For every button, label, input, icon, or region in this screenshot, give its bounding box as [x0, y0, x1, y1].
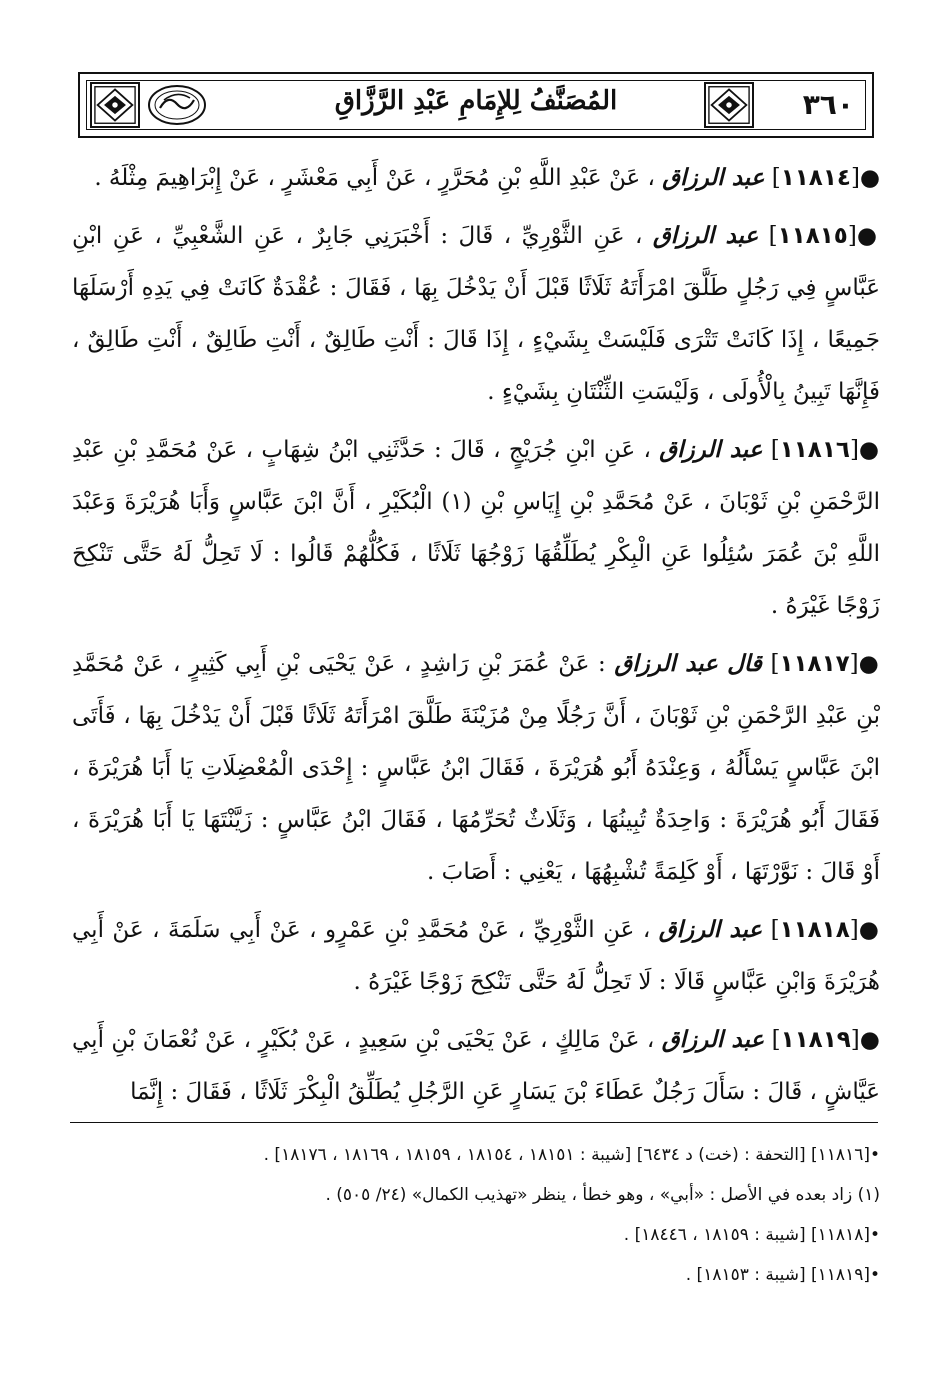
footnote-divider — [70, 1122, 878, 1123]
ornament-icon — [704, 82, 754, 128]
bullet-icon: ● — [859, 164, 880, 191]
footnote-reference: •[١١٨١٦] [التحفة : (خت) د ٦٤٣٤] [شيبة : ١٨١٥١ ، ١٨١٥٤ ، ١٨١٥٩ ، ١٨١٦٩ ، ١٨١٧٦] . — [263, 1145, 880, 1165]
entry-number: ١١٨١٥ — [777, 223, 848, 249]
footnote-reference: (١) زاد بعده في الأصل : «أبي» ، وهو خطأ ، ينظر «تهذيب الكمال» (٢٤/ ٥٠٥) . — [325, 1185, 880, 1205]
entry-source: عبد الرزاق — [659, 436, 763, 463]
bullet-icon: ● — [858, 916, 880, 943]
footnote-reference: •[١١٨١٨] [شيبة : ١٨١٥٩ ، ١٨٤٤٦] . — [623, 1225, 880, 1245]
entry-source: عبد الرزاق — [652, 222, 759, 249]
hadith-entry: ●[١١٨١٤] عبد الرزاق ، عَنْ عَبْدِ اللَّهِ بْنِ مُحَرَّرٍ ، عَنْ أَبِي مَعْشَرٍ ، عَنْ إِبْرَاهِيمَ مِثْلَهُ . — [94, 164, 880, 191]
entry-text: ، عَنْ مَالِكٍ ، عَنْ يَحْيَى بْنِ سَعِيدٍ ، عَنْ بُكَيْرٍ ، عَنْ نُعْمَانَ بْنِ أَبِي عَيَّاشٍ ، قَالَ : سَأَلَ رَجُلٌ عَطَاءَ بْنَ يَسَارٍ عَنِ الرَّجُلِ يُطَلِّقُ الْبِكْرَ ثَلَاثًا ، فَقَالَ : إِنَّمَا — [72, 1027, 880, 1105]
hadith-entry: ●[١١٨١٧] قال عبد الرزاق : عَنْ عُمَرَ بْنِ رَاشِدٍ ، عَنْ يَحْيَى بْنِ أَبِي كَثِيرٍ ، عَنْ مُحَمَّدِ بْنِ عَبْدِ الرَّحْمَنِ بْنِ ثَوْبَانَ ، أَنَّ رَجُلًا مِنْ مُزَيْنَةَ طَلَّقَ امْرَأَتَهُ ثَلَاثًا قَبْلَ أَنْ يَدْخُلَ بِهَا ، فَأَتَى ابْنَ عَبَّاسٍ يَسْأَلُهُ ، وَعِنْدَهُ أَبُو هُرَيْرَةَ ، فَقَالَ ابْنُ عَبَّاسٍ : إِحْدَى الْمُعْضِلَاتِ يَا أَبَا هُرَيْرَةَ ، فَقَالَ أَبُو هُرَيْرَةَ : وَاحِدَةٌ تُبِينُهَا ، وَثَلَاثٌ تُحَرِّمُهَا ، فَقَالَ ابْنُ عَبَّاسٍ : زَيَّنْتَهَا يَا أَبَا هُرَيْرَةَ ، أَوْ قَالَ : نَوَّرْتَهَا ، أَوْ كَلِمَةً تُشْبِهُهَا ، يَعْنِي : أَصَابَ . — [72, 650, 880, 885]
entry-source: قال عبد الرزاق — [614, 650, 762, 677]
entry-number: ١١٨١٨ — [779, 917, 850, 943]
entry-text: ، عَنِ الثَّوْرِيِّ ، قَالَ : أَخْبَرَنِي جَابِرٌ ، عَنِ الشَّعْبِيِّ ، عَنِ ابْنِ عَبَّاسٍ فِي رَجُلٍ طَلَّقَ امْرَأَتَهُ ثَلَاثًا قَبْلَ أَنْ يَدْخُلَ بِهَا ، فَقَالَ : عُقْدَةٌ كَانَتْ فِي يَدِهِ أَرْسَلَهَا جَمِيعًا ، إِذَا كَانَتْ تَتْرَى فَلَيْسَتْ بِشَيْءٍ ، إِذَا قَالَ : أَنْتِ طَالِقٌ ، أَنْتِ طَالِقٌ ، أَنْتِ طَالِقٌ ، فَإِنَّهَا تَبِينُ بِالْأُولَى ، وَلَيْسَتِ الثِّنْتَانِ بِشَيْءٍ . — [72, 223, 880, 405]
entry-number: ١١٨١٤ — [780, 165, 851, 191]
bullet-icon: ● — [856, 222, 881, 249]
bullet-icon: ● — [858, 650, 880, 677]
entry-text: ، عَنْ عَبْدِ اللَّهِ بْنِ مُحَرَّرٍ ، عَنْ أَبِي مَعْشَرٍ ، عَنْ إِبْرَاهِيمَ مِثْلَهُ . — [94, 165, 655, 191]
hadith-entry: ●[١١٨١٦] عبد الرزاق ، عَنِ ابْنِ جُرَيْجٍ ، قَالَ : حَدَّثَنِي ابْنُ شِهَابٍ ، عَنْ مُحَمَّدِ بْنِ عَبْدِ الرَّحْمَنِ بْنِ ثَوْبَانَ ، عَنْ مُحَمَّدِ بْنِ إِيَاسِ بْنِ (١) الْبُكَيْرِ ، أَنَّ ابْنَ عَبَّاسٍ وَأَبَا هُرَيْرَةَ وَعَبْدَ اللَّهِ بْنَ عُمَرَ سُئِلُوا عَنِ الْبِكْرِ يُطَلِّقُهَا زَوْجُهَا ثَلَاثًا ، فَكُلُّهُمْ قَالُوا : لَا تَحِلُّ لَهُ حَتَّى تَنْكِحَ زَوْجًا غَيْرَهُ . — [72, 436, 880, 619]
entry-number: ١١٨١٧ — [779, 651, 850, 677]
entry-text: ، عَنِ الثَّوْرِيِّ ، عَنْ مُحَمَّدِ بْنِ عَمْرٍو ، عَنْ أَبِي سَلَمَةَ ، عَنْ أَبِي هُرَيْرَةَ وَابْنِ عَبَّاسٍ قَالَا : لَا تَحِلُّ لَهُ حَتَّى تَنْكِحَ زَوْجًا غَيْرَهُ . — [72, 917, 880, 995]
entry-text: : عَنْ عُمَرَ بْنِ رَاشِدٍ ، عَنْ يَحْيَى بْنِ أَبِي كَثِيرٍ ، عَنْ مُحَمَّدِ بْنِ عَبْدِ الرَّحْمَنِ بْنِ ثَوْبَانَ ، أَنَّ رَجُلًا مِنْ مُزَيْنَةَ طَلَّقَ امْرَأَتَهُ ثَلَاثًا قَبْلَ أَنْ يَدْخُلَ بِهَا ، فَأَتَى ابْنَ عَبَّاسٍ يَسْأَلُهُ ، وَعِنْدَهُ أَبُو هُرَيْرَةَ ، فَقَالَ ابْنُ عَبَّاسٍ : إِحْدَى الْمُعْضِلَاتِ يَا أَبَا هُرَيْرَةَ ، فَقَالَ أَبُو هُرَيْرَةَ : وَاحِدَةٌ تُبِينُهَا ، وَثَلَاثٌ تُحَرِّمُهَا ، فَقَالَ ابْنُ عَبَّاسٍ : زَيَّنْتَهَا يَا أَبَا هُرَيْرَةَ ، أَوْ قَالَ : نَوَّرْتَهَا ، أَوْ كَلِمَةً تُشْبِهُهَا ، يَعْنِي : أَصَابَ . — [72, 651, 880, 885]
entry-source: عبد الرزاق — [662, 164, 765, 191]
entry-source: عبد الرزاق — [658, 916, 763, 943]
running-header — [78, 72, 874, 138]
hadith-entry: ●[١١٨١٨] عبد الرزاق ، عَنِ الثَّوْرِيِّ ، عَنْ مُحَمَّدِ بْنِ عَمْرٍو ، عَنْ أَبِي سَلَمَةَ ، عَنْ أَبِي هُرَيْرَةَ وَابْنِ عَبَّاسٍ قَالَا : لَا تَحِلُّ لَهُ حَتَّى تَنْكِحَ زَوْجًا غَيْرَهُ . — [72, 916, 880, 995]
hadith-entry: ●[١١٨١٥] عبد الرزاق ، عَنِ الثَّوْرِيِّ ، قَالَ : أَخْبَرَنِي جَابِرٌ ، عَنِ الشَّعْبِيِّ ، عَنِ ابْنِ عَبَّاسٍ فِي رَجُلٍ طَلَّقَ امْرَأَتَهُ ثَلَاثًا قَبْلَ أَنْ يَدْخُلَ بِهَا ، فَقَالَ : عُقْدَةٌ كَانَتْ فِي يَدِهِ أَرْسَلَهَا جَمِيعًا ، إِذَا كَانَتْ تَتْرَى فَلَيْسَتْ بِشَيْءٍ ، إِذَا قَالَ : أَنْتِ طَالِقٌ ، أَنْتِ طَالِقٌ ، أَنْتِ طَالِقٌ ، فَإِنَّهَا تَبِينُ بِالْأُولَى ، وَلَيْسَتِ الثِّنْتَانِ بِشَيْءٍ . — [72, 222, 881, 405]
entry-number: ١١٨١٩ — [780, 1027, 851, 1053]
main-text — [72, 152, 880, 1124]
footnote-reference: •[١١٨١٩] [شيبة : ١٨١٥٣] . — [685, 1265, 880, 1285]
header-title: المُصَنَّفُ لِلإِمَامِ عَبْدِ الرَّزَّاقِ — [334, 86, 618, 116]
hadith-entry: ●[١١٨١٩] عبد الرزاق ، عَنْ مَالِكٍ ، عَنْ يَحْيَى بْنِ سَعِيدٍ ، عَنْ بُكَيْرٍ ، عَنْ نُعْمَانَ بْنِ أَبِي عَيَّاشٍ ، قَالَ : سَأَلَ رَجُلٌ عَطَاءَ بْنَ يَسَارٍ عَنِ الرَّجُلِ يُطَلِّقُ الْبِكْرَ ثَلَاثًا ، فَقَالَ : إِنَّمَا — [72, 1026, 880, 1105]
footnotes — [72, 1138, 880, 1298]
bullet-icon: ● — [858, 436, 880, 463]
entry-number: ١١٨١٦ — [779, 437, 850, 463]
entry-text: ، عَنِ ابْنِ جُرَيْجٍ ، قَالَ : حَدَّثَنِي ابْنُ شِهَابٍ ، عَنْ مُحَمَّدِ بْنِ عَبْدِ الرَّحْمَنِ بْنِ ثَوْبَانَ ، عَنْ مُحَمَّدِ بْنِ إِيَاسِ بْنِ (١) الْبُكَيْرِ ، أَنَّ ابْنَ عَبَّاسٍ وَأَبَا هُرَيْرَةَ وَعَبْدَ اللَّهِ بْنَ عُمَرَ سُئِلُوا عَنِ الْبِكْرِ يُطَلِّقُهَا زَوْجُهَا ثَلَاثًا ، فَكُلُّهُمْ قَالُوا : لَا تَحِلُّ لَهُ حَتَّى تَنْكِحَ زَوْجًا غَيْرَهُ . — [72, 437, 880, 619]
entry-source: عبد الرزاق — [661, 1026, 765, 1053]
bullet-icon: ● — [859, 1026, 880, 1053]
page-number: ٣٦٠ — [802, 88, 854, 121]
